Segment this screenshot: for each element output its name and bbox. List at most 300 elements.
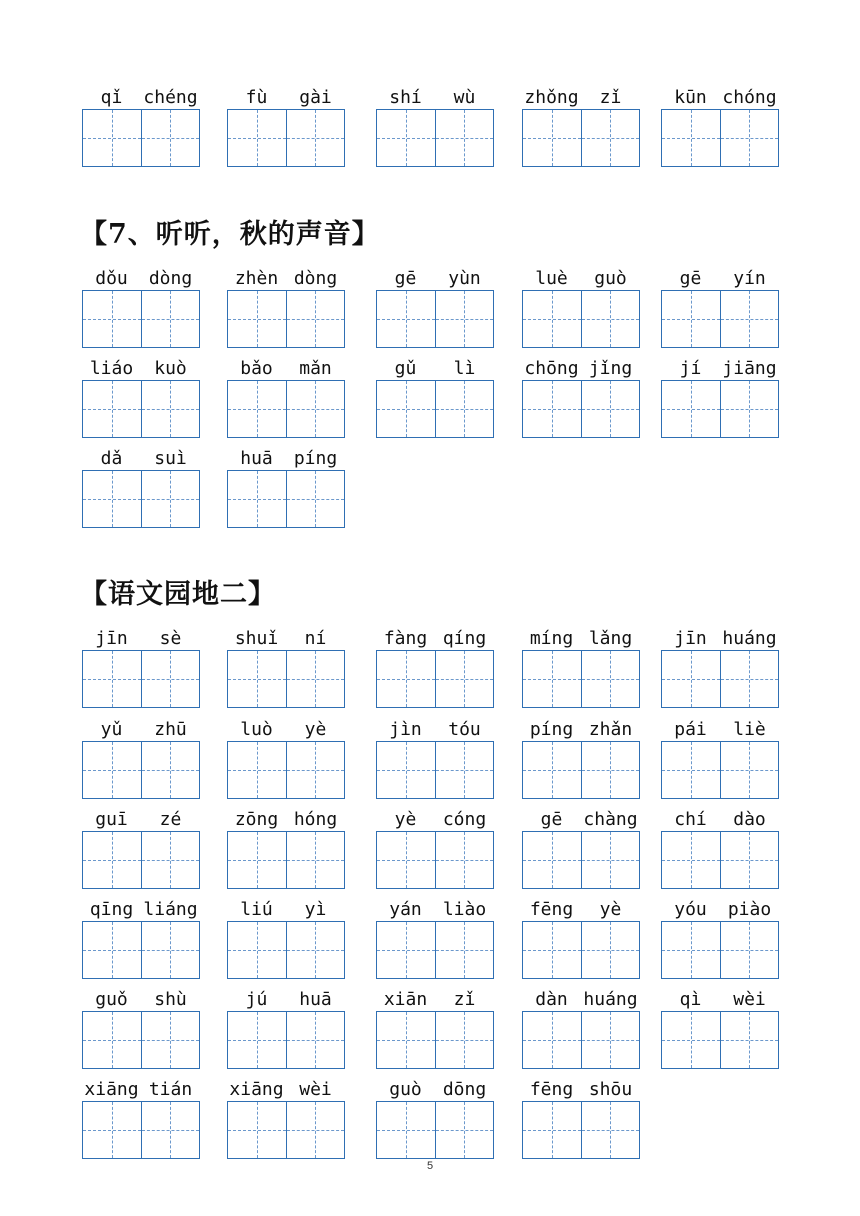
pinyin-syllable: bǎo: [240, 358, 273, 379]
word-item: [661, 268, 779, 348]
pinyin-syllable: huā: [240, 448, 273, 469]
pinyin-syllable: yùn: [448, 268, 481, 289]
writing-grid[interactable]: [82, 741, 200, 799]
pinyin-syllable: jīn: [95, 628, 128, 649]
writing-cell[interactable]: [228, 471, 286, 527]
writing-cell[interactable]: [720, 651, 779, 707]
pinyin-syllable: lǎng: [588, 628, 633, 649]
writing-cell[interactable]: [523, 1012, 581, 1068]
pinyin-syllable: dōng: [442, 1079, 487, 1100]
word-item: [522, 719, 640, 799]
pinyin-syllable: jú: [245, 989, 268, 1010]
pinyin-label: [376, 358, 494, 380]
writing-cell[interactable]: [720, 110, 779, 166]
pinyin-label: [227, 989, 345, 1011]
writing-cell[interactable]: [286, 922, 345, 978]
writing-cell[interactable]: [286, 471, 345, 527]
writing-cell[interactable]: [141, 381, 200, 437]
word-item: [227, 448, 345, 528]
pinyin-syllable: zhèn: [234, 268, 279, 289]
writing-grid[interactable]: [227, 831, 345, 889]
writing-grid[interactable]: [376, 1101, 494, 1159]
word-item: [522, 87, 640, 167]
writing-cell[interactable]: [581, 651, 640, 707]
writing-cell[interactable]: [83, 1012, 141, 1068]
pinyin-syllable: liè: [733, 719, 766, 740]
pinyin-label: [227, 899, 345, 921]
writing-cell[interactable]: [662, 742, 720, 798]
word-item: [82, 809, 200, 889]
writing-grid[interactable]: [227, 470, 345, 528]
writing-cell[interactable]: [662, 381, 720, 437]
writing-cell[interactable]: [523, 291, 581, 347]
word-row: [0, 358, 860, 438]
pinyin-syllable: zǐ: [599, 87, 622, 108]
pinyin-syllable: shōu: [588, 1079, 633, 1100]
pinyin-syllable: hóng: [293, 809, 338, 830]
writing-cell[interactable]: [435, 381, 494, 437]
writing-cell[interactable]: [435, 1102, 494, 1158]
word-item: [227, 809, 345, 889]
writing-grid[interactable]: [522, 650, 640, 708]
writing-grid[interactable]: [661, 380, 779, 438]
writing-grid[interactable]: [82, 831, 200, 889]
writing-grid[interactable]: [661, 109, 779, 167]
writing-cell[interactable]: [228, 1012, 286, 1068]
writing-cell[interactable]: [83, 651, 141, 707]
writing-grid[interactable]: [661, 741, 779, 799]
pinyin-label: [661, 899, 779, 921]
writing-cell[interactable]: [286, 291, 345, 347]
writing-cell[interactable]: [83, 471, 141, 527]
pinyin-syllable: míng: [529, 628, 574, 649]
writing-cell[interactable]: [377, 110, 435, 166]
pinyin-syllable: luò: [240, 719, 273, 740]
writing-grid[interactable]: [376, 831, 494, 889]
writing-cell[interactable]: [581, 742, 640, 798]
pinyin-syllable: zhǒng: [524, 87, 579, 108]
writing-cell[interactable]: [720, 1012, 779, 1068]
writing-cell[interactable]: [435, 291, 494, 347]
pinyin-syllable: shù: [154, 989, 187, 1010]
writing-grid[interactable]: [376, 1011, 494, 1069]
word-item: [376, 809, 494, 889]
writing-cell[interactable]: [435, 832, 494, 888]
writing-cell[interactable]: [83, 1102, 141, 1158]
writing-cell[interactable]: [141, 110, 200, 166]
writing-grid[interactable]: [227, 1101, 345, 1159]
pinyin-syllable: chóng: [722, 87, 777, 108]
pinyin-label: [522, 719, 640, 741]
writing-cell[interactable]: [83, 922, 141, 978]
writing-cell[interactable]: [228, 110, 286, 166]
pinyin-syllable: fù: [245, 87, 268, 108]
page-number: 5: [426, 1160, 434, 1172]
word-item: [376, 358, 494, 438]
writing-cell[interactable]: [662, 1012, 720, 1068]
word-item: [82, 899, 200, 979]
writing-cell[interactable]: [377, 651, 435, 707]
word-row: [0, 628, 860, 708]
writing-cell[interactable]: [523, 381, 581, 437]
writing-cell[interactable]: [141, 832, 200, 888]
pinyin-syllable: tián: [148, 1079, 193, 1100]
word-item: [82, 358, 200, 438]
writing-cell[interactable]: [720, 381, 779, 437]
pinyin-label: [82, 899, 200, 921]
writing-cell[interactable]: [286, 742, 345, 798]
pinyin-label: [522, 989, 640, 1011]
writing-grid[interactable]: [82, 1101, 200, 1159]
writing-cell[interactable]: [523, 110, 581, 166]
writing-cell[interactable]: [581, 110, 640, 166]
writing-cell[interactable]: [83, 381, 141, 437]
pinyin-syllable: yín: [733, 268, 766, 289]
word-item: [661, 989, 779, 1069]
word-item: [82, 448, 200, 528]
writing-cell[interactable]: [83, 832, 141, 888]
writing-grid[interactable]: [227, 1011, 345, 1069]
pinyin-syllable: yì: [304, 899, 327, 920]
pinyin-syllable: luè: [535, 268, 568, 289]
pinyin-syllable: zhǎn: [588, 719, 633, 740]
writing-grid[interactable]: [661, 921, 779, 979]
writing-cell[interactable]: [523, 742, 581, 798]
pinyin-label: [82, 809, 200, 831]
writing-cell[interactable]: [581, 832, 640, 888]
pinyin-label: [82, 989, 200, 1011]
pinyin-syllable: qīng: [89, 899, 134, 920]
writing-grid[interactable]: [376, 109, 494, 167]
pinyin-label: [661, 809, 779, 831]
pinyin-label: [82, 1079, 200, 1101]
pinyin-label: [227, 358, 345, 380]
pinyin-syllable: mǎn: [299, 358, 332, 379]
writing-grid[interactable]: [522, 1011, 640, 1069]
writing-cell[interactable]: [662, 922, 720, 978]
writing-cell[interactable]: [228, 651, 286, 707]
writing-cell[interactable]: [581, 381, 640, 437]
writing-cell[interactable]: [286, 381, 345, 437]
writing-cell[interactable]: [720, 922, 779, 978]
pinyin-label: [522, 87, 640, 109]
writing-cell[interactable]: [228, 922, 286, 978]
pinyin-label: [661, 989, 779, 1011]
writing-cell[interactable]: [228, 381, 286, 437]
pinyin-syllable: zǐ: [453, 989, 476, 1010]
writing-grid[interactable]: [82, 380, 200, 438]
pinyin-syllable: qǐ: [100, 87, 123, 108]
word-item: [522, 358, 640, 438]
word-item: [82, 989, 200, 1069]
pinyin-label: [661, 87, 779, 109]
writing-cell[interactable]: [228, 832, 286, 888]
word-item: [82, 268, 200, 348]
pinyin-label: [227, 268, 345, 290]
writing-cell[interactable]: [581, 291, 640, 347]
pinyin-syllable: jīn: [674, 628, 707, 649]
word-item: [227, 268, 345, 348]
writing-cell[interactable]: [377, 742, 435, 798]
pinyin-syllable: gài: [299, 87, 332, 108]
pinyin-syllable: cóng: [442, 809, 487, 830]
word-item: [522, 989, 640, 1069]
writing-cell[interactable]: [228, 1102, 286, 1158]
word-row: [0, 87, 860, 167]
writing-grid[interactable]: [522, 741, 640, 799]
pinyin-label: [376, 989, 494, 1011]
pinyin-syllable: fēng: [529, 899, 574, 920]
writing-grid[interactable]: [82, 290, 200, 348]
pinyin-syllable: chàng: [583, 809, 638, 830]
word-item: [522, 1079, 640, 1159]
pinyin-label: [227, 448, 345, 470]
word-item: [661, 719, 779, 799]
writing-grid[interactable]: [522, 380, 640, 438]
writing-cell[interactable]: [377, 1102, 435, 1158]
pinyin-syllable: xiāng: [84, 1079, 139, 1100]
word-item: [227, 1079, 345, 1159]
writing-cell[interactable]: [377, 922, 435, 978]
pinyin-syllable: dào: [733, 809, 766, 830]
pinyin-syllable: gǔ: [394, 358, 417, 379]
writing-cell[interactable]: [286, 651, 345, 707]
writing-grid[interactable]: [661, 650, 779, 708]
writing-cell[interactable]: [228, 291, 286, 347]
word-item: [661, 87, 779, 167]
pinyin-syllable: ní: [304, 628, 327, 649]
writing-cell[interactable]: [286, 1102, 345, 1158]
pinyin-syllable: yǔ: [100, 719, 123, 740]
writing-grid[interactable]: [82, 650, 200, 708]
writing-cell[interactable]: [83, 742, 141, 798]
word-item: [522, 899, 640, 979]
pinyin-syllable: yè: [304, 719, 327, 740]
word-item: [82, 628, 200, 708]
writing-cell[interactable]: [228, 742, 286, 798]
writing-cell[interactable]: [662, 110, 720, 166]
pinyin-syllable: jiāng: [722, 358, 777, 379]
writing-cell[interactable]: [377, 1012, 435, 1068]
pinyin-syllable: yè: [599, 899, 622, 920]
word-item: [661, 899, 779, 979]
word-item: [522, 268, 640, 348]
writing-grid[interactable]: [376, 290, 494, 348]
pinyin-syllable: shuǐ: [234, 628, 279, 649]
pinyin-syllable: qíng: [442, 628, 487, 649]
word-item: [227, 899, 345, 979]
writing-cell[interactable]: [377, 832, 435, 888]
writing-cell[interactable]: [523, 1102, 581, 1158]
word-item: [227, 628, 345, 708]
pinyin-syllable: shí: [389, 87, 422, 108]
writing-cell[interactable]: [720, 742, 779, 798]
pinyin-syllable: chōng: [524, 358, 579, 379]
pinyin-label: [522, 1079, 640, 1101]
pinyin-label: [227, 628, 345, 650]
pinyin-syllable: xiāng: [229, 1079, 284, 1100]
pinyin-syllable: píng: [293, 448, 338, 469]
pinyin-label: [661, 719, 779, 741]
pinyin-syllable: guī: [95, 809, 128, 830]
word-row: [0, 448, 860, 528]
writing-cell[interactable]: [662, 651, 720, 707]
word-row: [0, 899, 860, 979]
pinyin-syllable: kūn: [674, 87, 707, 108]
word-row: [0, 989, 860, 1069]
pinyin-syllable: dàn: [535, 989, 568, 1010]
writing-grid[interactable]: [376, 921, 494, 979]
pinyin-label: [82, 448, 200, 470]
writing-grid[interactable]: [227, 650, 345, 708]
word-item: [227, 719, 345, 799]
writing-grid[interactable]: [227, 109, 345, 167]
writing-grid[interactable]: [522, 831, 640, 889]
writing-grid[interactable]: [522, 921, 640, 979]
pinyin-syllable: wèi: [299, 1079, 332, 1100]
writing-cell[interactable]: [83, 291, 141, 347]
word-item: [82, 719, 200, 799]
section-title: 【语文园地二】: [80, 579, 276, 610]
writing-cell[interactable]: [662, 832, 720, 888]
word-item: [376, 628, 494, 708]
pinyin-syllable: fàng: [383, 628, 428, 649]
pinyin-syllable: gē: [679, 268, 702, 289]
pinyin-syllable: zōng: [234, 809, 279, 830]
pinyin-syllable: tóu: [448, 719, 481, 740]
pinyin-syllable: dǎ: [100, 448, 123, 469]
writing-grid[interactable]: [522, 1101, 640, 1159]
writing-cell[interactable]: [141, 291, 200, 347]
word-item: [376, 87, 494, 167]
writing-grid[interactable]: [227, 921, 345, 979]
pinyin-label: [82, 628, 200, 650]
writing-grid[interactable]: [661, 831, 779, 889]
writing-cell[interactable]: [141, 1012, 200, 1068]
writing-cell[interactable]: [435, 651, 494, 707]
pinyin-syllable: huáng: [722, 628, 777, 649]
writing-grid[interactable]: [376, 741, 494, 799]
pinyin-syllable: piào: [727, 899, 772, 920]
writing-cell[interactable]: [141, 742, 200, 798]
pinyin-label: [661, 358, 779, 380]
word-item: [661, 628, 779, 708]
pinyin-label: [522, 809, 640, 831]
pinyin-label: [376, 899, 494, 921]
pinyin-syllable: jìn: [389, 719, 422, 740]
writing-cell[interactable]: [435, 922, 494, 978]
writing-cell[interactable]: [141, 651, 200, 707]
pinyin-syllable: píng: [529, 719, 574, 740]
writing-cell[interactable]: [523, 832, 581, 888]
pinyin-syllable: lì: [453, 358, 476, 379]
writing-grid[interactable]: [82, 109, 200, 167]
writing-grid[interactable]: [82, 921, 200, 979]
writing-cell[interactable]: [523, 922, 581, 978]
pinyin-syllable: dǒu: [95, 268, 128, 289]
pinyin-label: [227, 87, 345, 109]
writing-grid[interactable]: [661, 290, 779, 348]
pinyin-syllable: sè: [159, 628, 182, 649]
pinyin-syllable: xiān: [383, 989, 428, 1010]
pinyin-label: [661, 268, 779, 290]
writing-cell[interactable]: [581, 1102, 640, 1158]
pinyin-syllable: wù: [453, 87, 476, 108]
pinyin-syllable: guò: [389, 1079, 422, 1100]
writing-cell[interactable]: [581, 922, 640, 978]
writing-cell[interactable]: [720, 291, 779, 347]
pinyin-syllable: dòng: [293, 268, 338, 289]
writing-cell[interactable]: [435, 1012, 494, 1068]
writing-grid[interactable]: [82, 470, 200, 528]
writing-cell[interactable]: [523, 651, 581, 707]
pinyin-syllable: suì: [154, 448, 187, 469]
writing-cell[interactable]: [377, 381, 435, 437]
word-item: [376, 899, 494, 979]
word-item: [227, 87, 345, 167]
pinyin-label: [376, 1079, 494, 1101]
writing-cell[interactable]: [662, 291, 720, 347]
pinyin-label: [376, 268, 494, 290]
writing-cell[interactable]: [141, 1102, 200, 1158]
pinyin-syllable: dòng: [148, 268, 193, 289]
writing-cell[interactable]: [435, 742, 494, 798]
pinyin-label: [376, 628, 494, 650]
pinyin-label: [82, 358, 200, 380]
writing-grid[interactable]: [227, 380, 345, 438]
writing-grid[interactable]: [376, 380, 494, 438]
writing-cell[interactable]: [377, 291, 435, 347]
writing-grid[interactable]: [661, 1011, 779, 1069]
word-item: [227, 989, 345, 1069]
writing-cell[interactable]: [435, 110, 494, 166]
writing-grid[interactable]: [227, 741, 345, 799]
writing-cell[interactable]: [581, 1012, 640, 1068]
pinyin-syllable: chéng: [143, 87, 198, 108]
word-item: [522, 809, 640, 889]
writing-cell[interactable]: [720, 832, 779, 888]
pinyin-syllable: yán: [389, 899, 422, 920]
pinyin-syllable: yóu: [674, 899, 707, 920]
pinyin-label: [522, 358, 640, 380]
writing-grid[interactable]: [522, 290, 640, 348]
pinyin-label: [82, 87, 200, 109]
writing-cell[interactable]: [141, 471, 200, 527]
pinyin-syllable: fēng: [529, 1079, 574, 1100]
writing-grid[interactable]: [227, 290, 345, 348]
word-row: [0, 719, 860, 799]
pinyin-label: [522, 268, 640, 290]
pinyin-syllable: chí: [674, 809, 707, 830]
pinyin-label: [82, 268, 200, 290]
pinyin-label: [82, 719, 200, 741]
word-row: [0, 268, 860, 348]
writing-cell[interactable]: [286, 1012, 345, 1068]
pinyin-label: [227, 719, 345, 741]
pinyin-syllable: guǒ: [95, 989, 128, 1010]
word-item: [82, 1079, 200, 1159]
writing-grid[interactable]: [376, 650, 494, 708]
pinyin-label: [376, 87, 494, 109]
pinyin-syllable: kuò: [154, 358, 187, 379]
writing-cell[interactable]: [286, 110, 345, 166]
writing-cell[interactable]: [141, 922, 200, 978]
word-item: [376, 268, 494, 348]
writing-grid[interactable]: [82, 1011, 200, 1069]
writing-cell[interactable]: [83, 110, 141, 166]
writing-cell[interactable]: [286, 832, 345, 888]
writing-grid[interactable]: [522, 109, 640, 167]
